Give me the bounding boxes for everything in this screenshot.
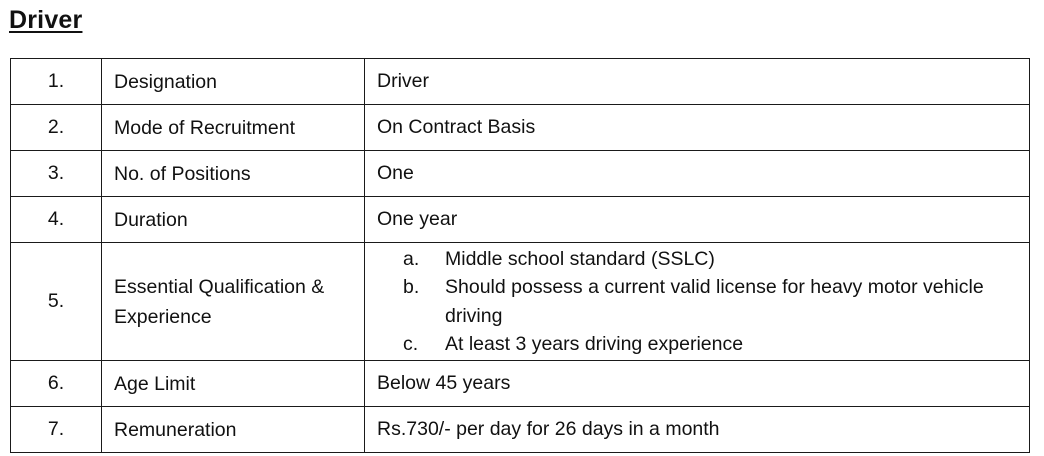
field-label-designation: Designation bbox=[102, 59, 365, 105]
field-value-age-limit: Below 45 years bbox=[365, 361, 1030, 407]
field-value-mode-of-recruitment: On Contract Basis bbox=[365, 105, 1030, 151]
row-number: 7. bbox=[11, 407, 102, 453]
table-row bbox=[11, 197, 1030, 243]
table-row bbox=[11, 243, 1030, 361]
field-value-duration: One year bbox=[365, 197, 1030, 243]
table-row bbox=[11, 151, 1030, 197]
field-value-qualification bbox=[365, 243, 1030, 361]
field-value-positions: One bbox=[365, 151, 1030, 197]
list-item-text: Middle school standard (SSLC) bbox=[445, 247, 715, 270]
list-item bbox=[365, 330, 1029, 359]
field-label-duration: Duration bbox=[102, 197, 365, 243]
list-item bbox=[365, 273, 1029, 330]
list-marker: a. bbox=[403, 247, 420, 270]
row-number: 3. bbox=[11, 151, 102, 197]
table-row bbox=[11, 361, 1030, 407]
row-number: 6. bbox=[11, 361, 102, 407]
list-item-text: Should possess a current valid license for heavy motor vehicle driving bbox=[445, 276, 984, 327]
qualification-list bbox=[365, 245, 1029, 359]
row-number: 2. bbox=[11, 105, 102, 151]
row-number: 1. bbox=[11, 59, 102, 105]
field-label-qualification: Essential Qualification & Experience bbox=[102, 243, 365, 361]
field-value-remuneration: Rs.730/- per day for 26 days in a month bbox=[365, 407, 1030, 453]
page-title: Driver bbox=[9, 6, 83, 34]
table-row bbox=[11, 407, 1030, 453]
field-label-mode-of-recruitment: Mode of Recruitment bbox=[102, 105, 365, 151]
field-label-remuneration: Remuneration bbox=[102, 407, 365, 453]
row-number: 4. bbox=[11, 197, 102, 243]
field-label-age-limit: Age Limit bbox=[102, 361, 365, 407]
list-marker: c. bbox=[403, 333, 419, 355]
list-item bbox=[365, 245, 1029, 274]
list-marker: b. bbox=[403, 276, 420, 298]
list-item-text: At least 3 years driving experience bbox=[445, 333, 744, 355]
row-number: 5. bbox=[11, 243, 102, 361]
job-details-table bbox=[10, 58, 1030, 453]
table-row bbox=[11, 59, 1030, 105]
field-label-positions: No. of Positions bbox=[102, 151, 365, 197]
table-row bbox=[11, 105, 1030, 151]
field-value-designation: Driver bbox=[365, 59, 1030, 105]
